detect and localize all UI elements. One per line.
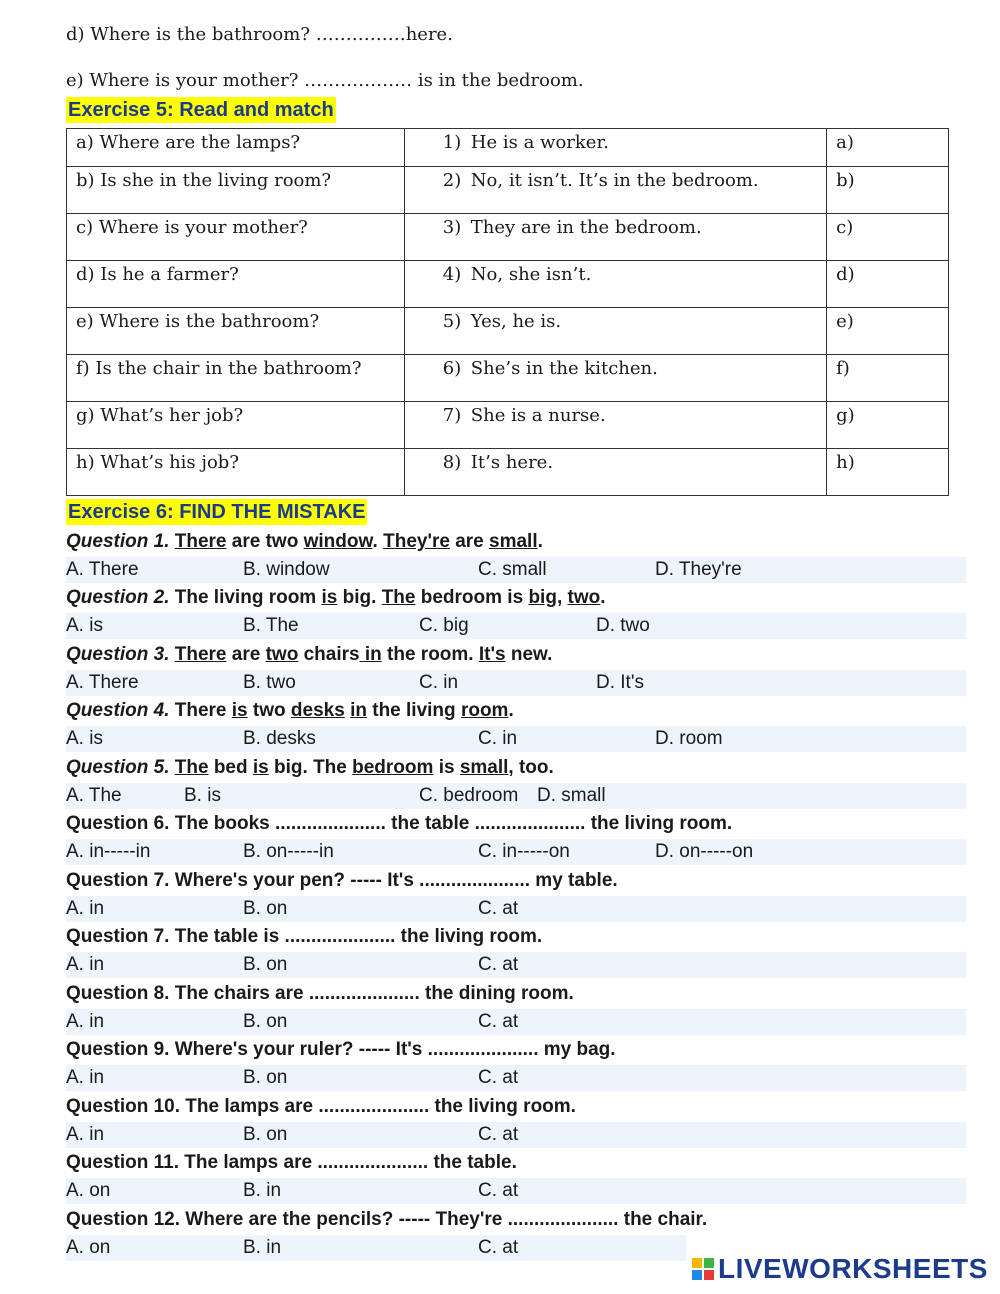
logo-square [704,1258,714,1268]
logo-grid-icon [692,1258,714,1280]
option-c[interactable]: C. at [478,1011,519,1032]
option-b[interactable]: B. desks [243,728,316,749]
answer-cell [404,449,826,496]
option-b[interactable]: B. window [243,559,330,580]
line-e: e) Where is your mother? ……………… is in the bedroom. [66,70,584,91]
options-row [66,839,966,865]
table-row [67,129,949,167]
match-answer-cell[interactable]: c) [827,214,949,261]
option-b[interactable]: B. on-----in [243,841,334,862]
question-text: two [252,700,286,721]
question-text: , [556,587,563,608]
question-3: Question 3. There are two chairs in the room. It's new. [66,644,553,665]
liveworksheets-logo [692,1254,988,1284]
option-c[interactable]: C. at [478,1180,519,1201]
table-row [67,449,949,496]
answer-cell [404,355,826,402]
question-text: . [600,587,606,608]
table-row [67,402,949,449]
options-row [66,726,966,752]
option-a[interactable]: A. There [66,559,139,580]
option-a[interactable]: A. There [66,672,139,693]
underlined-word: is [231,700,248,721]
option-a[interactable]: A. in [66,898,105,919]
option-a[interactable]: A. is [66,728,103,749]
question-text: . [372,531,378,552]
option-b[interactable]: B. The [243,615,299,636]
option-a[interactable]: A. on [66,1237,111,1258]
underlined-word: big [528,587,557,608]
option-d[interactable]: D. small [537,785,606,806]
question-9: Question 9. Where's your ruler? ----- It's ..................... my bag. [66,1039,616,1060]
answer-text: Yes, he is. [470,311,562,332]
question-label: Question 3 [66,644,165,665]
match-answer-cell[interactable]: e) [827,308,949,355]
answer-number: 1) [442,132,462,153]
option-c[interactable]: C. at [478,898,519,919]
options-row [66,1235,686,1261]
answer-number: 5) [442,311,462,332]
underlined-word: There [174,644,227,665]
answer-number: 6) [442,358,462,379]
answer-text: She is a nurse. [470,405,606,426]
options-row [66,1178,966,1204]
option-d[interactable]: D. on-----on [655,841,754,862]
brand-name: LIVEWORKSHEETS [718,1253,988,1284]
question-8: Question 8. The chairs are ..................... the dining room. [66,983,574,1004]
question-text: are [455,531,484,552]
table-row [67,214,949,261]
match-answer-cell[interactable]: g) [827,402,949,449]
question-7b: Question 7. The table is ..................... the living room. [66,926,543,947]
question-text: bed [213,757,248,778]
option-d[interactable]: D. It's [596,672,644,693]
underlined-word: It's [478,644,506,665]
options-row [66,1122,966,1148]
option-b[interactable]: B. on [243,1067,288,1088]
exercise-5-title: Exercise 5: Read and match [68,99,334,121]
options-row [66,783,966,809]
answer-cell [404,261,826,308]
answer-number: 4) [442,264,462,285]
answer-cell [404,167,826,214]
answer-text: He is a worker. [470,132,609,153]
option-d[interactable]: D. They're [655,559,742,580]
match-answer-cell[interactable]: h) [827,449,949,496]
question-text: . [508,700,514,721]
logo-square [704,1270,714,1280]
question-cell: d) Is he a farmer? [67,261,405,308]
question-cell: g) What’s her job? [67,402,405,449]
underlined-word: There [174,531,227,552]
match-answer-cell[interactable]: b) [827,167,949,214]
answer-cell [404,214,826,261]
answer-text: No, it isn’t. It’s in the bedroom. [470,170,759,191]
answer-text: It’s here. [470,452,554,473]
option-b[interactable]: B. in [243,1180,282,1201]
option-c[interactable]: C. bedroom [419,785,519,806]
options-row [66,896,966,922]
answer-cell [404,402,826,449]
question-text: the room. [387,644,474,665]
option-c[interactable]: C. small [478,559,547,580]
question-4: Question 4. There is two desks in the living room. [66,700,514,721]
underlined-word: desks [290,700,345,721]
option-c[interactable]: C. in-----on [478,841,570,862]
answer-number: 3) [442,217,462,238]
option-a[interactable]: A. in [66,954,105,975]
underlined-word: is [252,757,269,778]
question-label: Question 5 [66,757,165,778]
question-7: Question 7. Where's your pen? ----- It's ..................... my table. [66,870,618,891]
line-d: d) Where is the bathroom? ……………here. [66,24,453,45]
option-d[interactable]: D. room [655,728,723,749]
underlined-word: two [265,644,299,665]
underlined-word: small [459,757,509,778]
option-a[interactable]: A. in [66,1067,105,1088]
table-row [67,308,949,355]
question-cell: c) Where is your mother? [67,214,405,261]
question-text: , too. [508,757,554,778]
underlined-word: two [567,587,601,608]
question-text: new. [510,644,553,665]
underlined-word: in [364,644,382,665]
option-c[interactable]: C. at [478,1124,519,1145]
question-label: Question 2 [66,587,165,608]
option-a[interactable]: A. on [66,1180,111,1201]
question-6: Question 6. The books ..................... the table ..................... the living room. [66,813,733,834]
option-c[interactable]: C. in [478,728,518,749]
logo-square [692,1258,702,1268]
underlined-word: in [350,700,367,721]
question-label: Question 1 [66,531,165,552]
answer-number: 7) [442,405,462,426]
question-cell: h) What’s his job? [67,449,405,496]
question-12: Question 12. Where are the pencils? ----- They're ..................... the chair. [66,1209,708,1230]
underlined-word: room [460,700,509,721]
question-text: big. The [274,757,347,778]
question-10: Question 10. The lamps are ..................... the living room. [66,1096,576,1117]
underlined-word: is [321,587,338,608]
option-b[interactable]: B. two [243,672,296,693]
answer-number: 8) [442,452,462,473]
answer-cell [404,129,826,167]
option-d[interactable]: D. two [596,615,650,636]
question-text: are two [231,531,299,552]
option-c[interactable]: C. at [478,954,519,975]
table-row [67,167,949,214]
answer-text: No, she isn’t. [470,264,592,285]
option-c[interactable]: C. at [478,1237,519,1258]
question-5: Question 5. The bed is big. The bedroom is small, too. [66,757,554,778]
question-11: Question 11. The lamps are ..................... the table. [66,1152,517,1173]
options-row [66,952,966,978]
question-text: are [231,644,261,665]
underlined-word: The [174,757,209,778]
question-text: There [174,700,227,721]
question-cell: e) Where is the bathroom? [67,308,405,355]
question-text: . [537,531,543,552]
option-a[interactable]: A. The [66,785,122,806]
options-row [66,557,966,583]
option-a[interactable]: A. in-----in [66,841,151,862]
exercise-6-title: Exercise 6: FIND THE MISTAKE [68,501,366,523]
table-row [67,261,949,308]
match-answer-cell[interactable]: f) [827,355,949,402]
underlined-word: The [381,587,416,608]
answer-number: 2) [442,170,462,191]
question-label: Question 4 [66,700,165,721]
table-row [67,355,949,402]
option-a[interactable]: A. is [66,615,103,636]
underlined-word: small [489,531,538,552]
match-answer-cell[interactable]: d) [827,261,949,308]
match-table [66,128,949,496]
option-b[interactable]: B. in [243,1237,282,1258]
question-2: Question 2. The living room is big. The bedroom is big, two. [66,587,606,608]
options-row [66,670,966,696]
underlined-word: window [303,531,373,552]
option-c[interactable]: C. big [419,615,469,636]
underlined-word: bedroom [352,757,434,778]
options-row [66,1065,966,1091]
option-a[interactable]: A. in [66,1011,105,1032]
match-answer-cell[interactable]: a) [827,129,949,167]
question-text: bedroom is [420,587,524,608]
option-c[interactable]: C. at [478,1067,519,1088]
question-cell: b) Is she in the living room? [67,167,405,214]
answer-text: She’s in the kitchen. [470,358,658,379]
logo-square [692,1270,702,1280]
option-c[interactable]: C. in [419,672,459,693]
option-a[interactable]: A. in [66,1124,105,1145]
question-cell: a) Where are the lamps? [67,129,405,167]
option-b[interactable]: B. is [184,785,221,806]
answer-text: They are in the bedroom. [470,217,702,238]
question-1: Question 1. There are two window. They're are small. [66,531,543,552]
option-b[interactable]: B. on [243,954,288,975]
options-row [66,613,966,639]
question-text: the living [372,700,456,721]
option-b[interactable]: B. on [243,898,288,919]
option-b[interactable]: B. on [243,1124,288,1145]
question-text: big. [342,587,377,608]
options-row [66,1009,966,1035]
answer-cell [404,308,826,355]
option-b[interactable]: B. on [243,1011,288,1032]
question-text: chairs [303,644,360,665]
question-cell: f) Is the chair in the bathroom? [67,355,405,402]
question-text: The living room [174,587,317,608]
question-text: is [438,757,455,778]
underlined-word: They're [383,531,450,552]
